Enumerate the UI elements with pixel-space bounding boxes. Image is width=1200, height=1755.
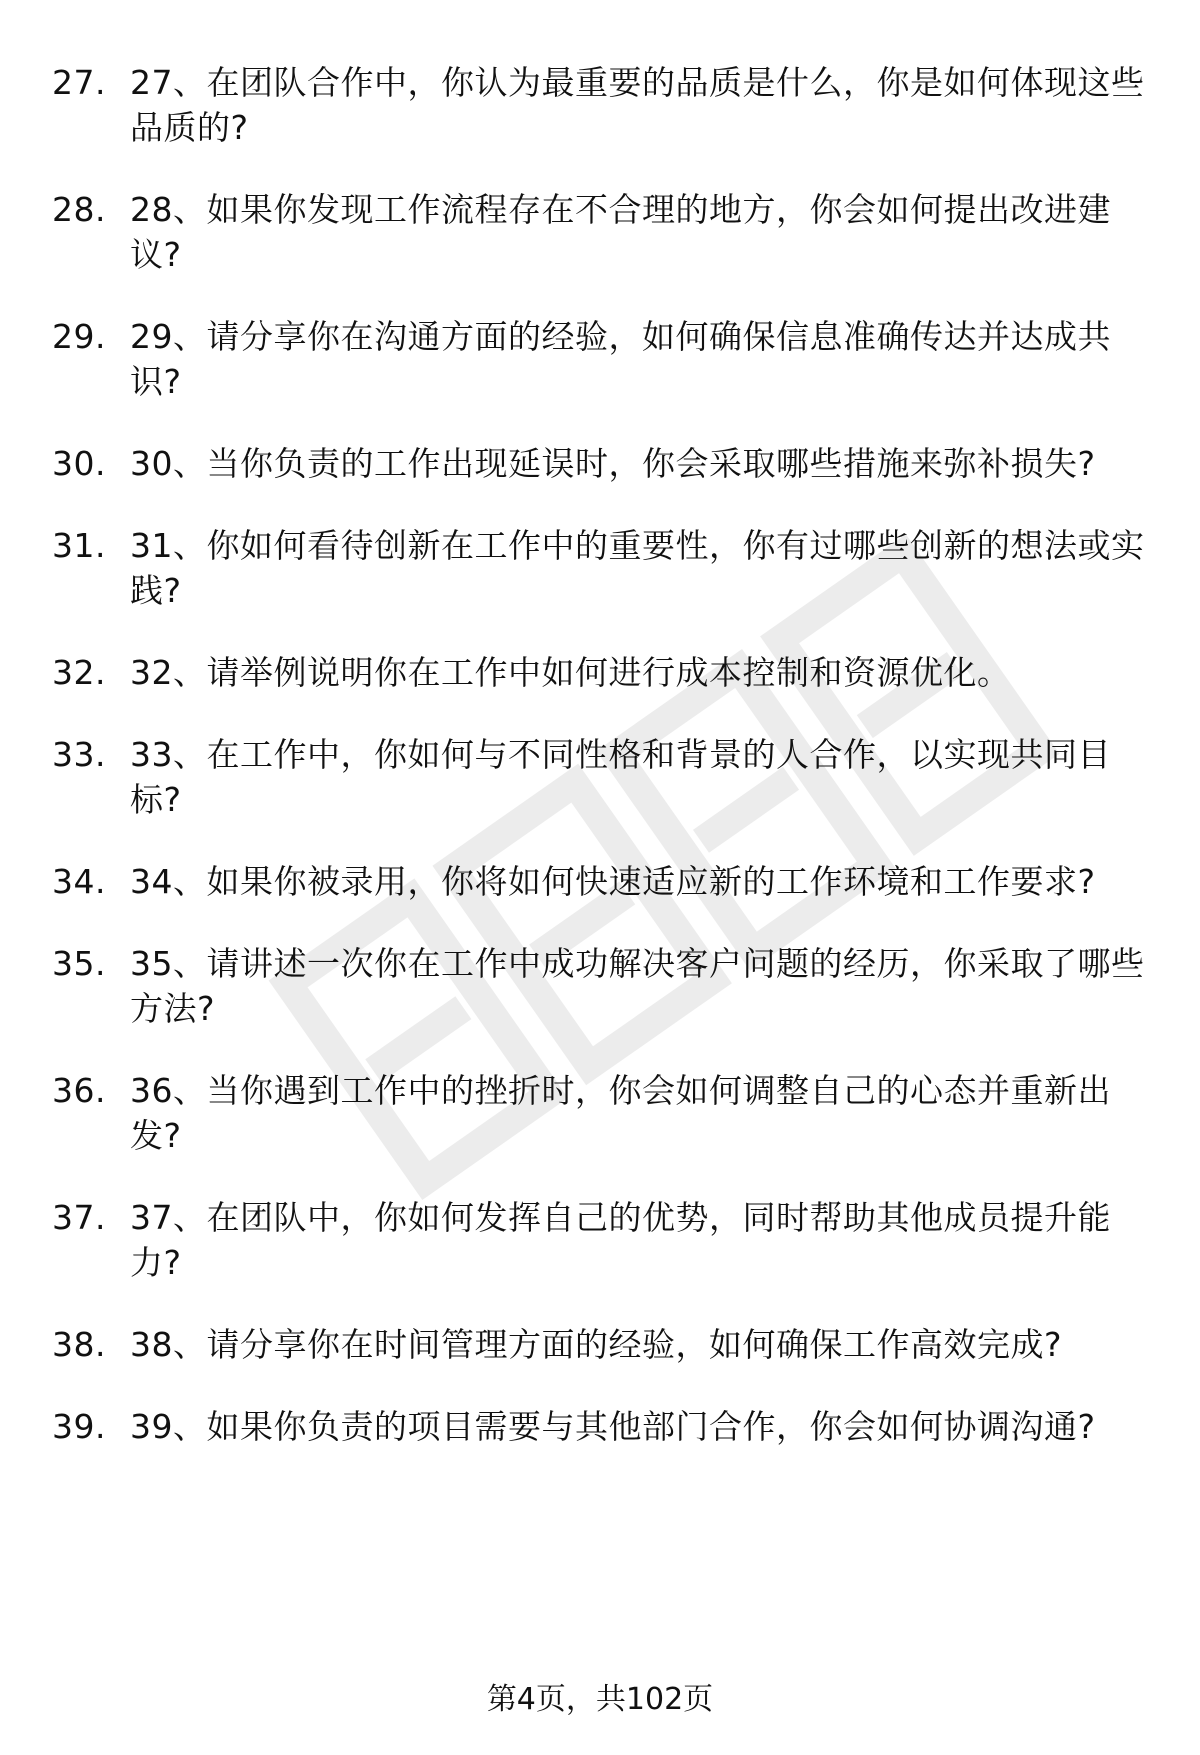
item-number: 37.: [52, 1198, 106, 1237]
list-item: [52, 523, 1147, 613]
item-number: 31.: [52, 526, 106, 565]
item-number: 35.: [52, 944, 106, 983]
item-number: 33.: [52, 735, 106, 774]
list-item: [52, 1068, 1147, 1158]
item-text: 31、你如何看待创新在工作中的重要性，你有过哪些创新的想法或实践?: [130, 526, 1145, 610]
list-item: [52, 1404, 1147, 1449]
item-text: 29、请分享你在沟通方面的经验，如何确保信息准确传达并达成共识?: [130, 317, 1111, 401]
item-text: 36、当你遇到工作中的挫折时，你会如何调整自己的心态并重新出发?: [130, 1071, 1111, 1155]
list-item: [52, 314, 1147, 404]
item-number: 30.: [52, 444, 106, 483]
item-text: 37、在团队中，你如何发挥自己的优势，同时帮助其他成员提升能力?: [130, 1198, 1111, 1282]
list-item: [52, 187, 1147, 277]
item-number: 28.: [52, 190, 106, 229]
item-text: 39、如果你负责的项目需要与其他部门合作，你会如何协调沟通?: [130, 1407, 1096, 1446]
item-number: 32.: [52, 653, 106, 692]
list-item: [52, 60, 1147, 150]
list-item: [52, 859, 1147, 904]
item-number: 38.: [52, 1325, 106, 1364]
list-item: [52, 941, 1147, 1031]
list-item: [52, 650, 1147, 695]
item-text: 32、请举例说明你在工作中如何进行成本控制和资源优化。: [130, 653, 1011, 692]
item-text: 33、在工作中，你如何与不同性格和背景的人合作，以实现共同目标?: [130, 735, 1111, 819]
item-text: 30、当你负责的工作出现延误时，你会采取哪些措施来弥补损失?: [130, 444, 1096, 483]
item-number: 36.: [52, 1071, 106, 1110]
item-text: 34、如果你被录用，你将如何快速适应新的工作环境和工作要求?: [130, 862, 1096, 901]
question-list: [52, 60, 1147, 1486]
page-footer: 第4页，共102页: [486, 1682, 714, 1717]
list-item: [52, 1322, 1147, 1367]
item-number: 29.: [52, 317, 106, 356]
item-text: 28、如果你发现工作流程存在不合理的地方，你会如何提出改进建议?: [130, 190, 1111, 274]
list-item: [52, 1195, 1147, 1285]
item-number: 34.: [52, 862, 106, 901]
list-item: [52, 441, 1147, 486]
list-item: [52, 732, 1147, 822]
item-text: 38、请分享你在时间管理方面的经验，如何确保工作高效完成?: [130, 1325, 1063, 1364]
item-text: 35、请讲述一次你在工作中成功解决客户问题的经历，你采取了哪些方法?: [130, 944, 1145, 1028]
item-number: 27.: [52, 63, 106, 102]
item-number: 39.: [52, 1407, 106, 1446]
item-text: 27、在团队合作中，你认为最重要的品质是什么，你是如何体现这些品质的?: [130, 63, 1145, 147]
